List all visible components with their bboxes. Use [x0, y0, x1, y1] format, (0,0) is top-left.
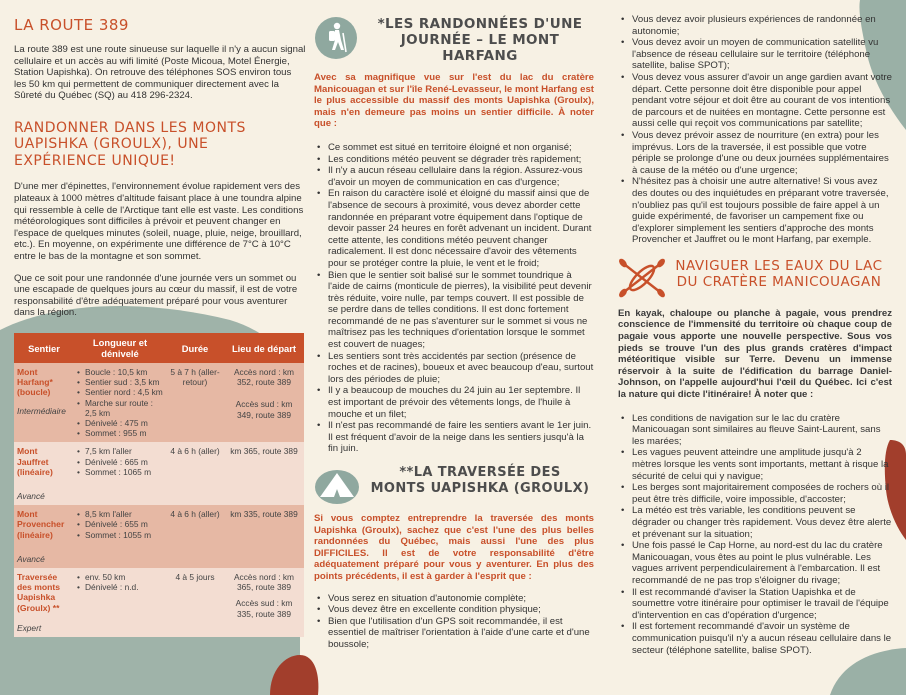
trail-duration: 5 à 7 h (aller-retour)	[166, 363, 224, 442]
list-item: • Bien que l'utilisation d'un GPS soit recommandée, il est essentiel de maîtriser l'orientation à l'aide d'une carte et d'une boussole;	[314, 616, 594, 651]
list-item: • Il n'y a aucun réseau cellulaire dans la région. Assurez-vous d'avoir un moyen de communication en cas d'urgence;	[314, 165, 594, 188]
table-row	[14, 568, 304, 637]
trail-detail: • Dénivelé : n.d.	[77, 582, 163, 592]
trail-duration: 4 à 6 h (aller)	[166, 505, 224, 568]
harfang-header	[314, 16, 594, 64]
trail-details	[77, 367, 163, 438]
trail-name: Mont Harfang* (boucle)	[17, 367, 53, 398]
table-row	[14, 505, 304, 568]
trail-level: Intermédiaire	[17, 405, 66, 416]
hiker-icon	[314, 16, 358, 60]
list-item: • Les sentiers sont très accidentés par section (présence de roches et de racines), boueux et avec beaucoup d'eau, surtout lors des périodes de pluie;	[314, 351, 594, 386]
table-row	[14, 363, 304, 442]
table-row	[14, 442, 304, 505]
list-item: • En raison du caractère isolé et éloigné du massif ainsi que de l'absence de secours à proximité, vous devez aborder cette randonnée en préparant votre équipement dans l'optique de devoir passer 24 heures en forêt advenant un incident. Durant cette attente, les conditions météo peuvent changer radicalement. Il est donc nécessaire d'avoir des vêtements pour se protéger contre la pluie, le vent et le froid;	[314, 188, 594, 269]
route-389-text: La route 389 est une route sinueuse sur laquelle il n'y a aucun signal cellulaire et un accès au wifi limité (Poste Micoua, Motel Énergie, Station Uapishka). On retrouve des téléphones SOS environ tous les 50 km qui permettent de communiquer directement avec la Sûreté du Québec (SQ) au 418 296-2324.	[14, 44, 306, 102]
trail-detail: • Sommet : 955 m	[77, 428, 163, 438]
header-depart: Lieu de départ	[224, 333, 304, 363]
list-item: • Il n'est pas recommandé de faire les sentiers avant le 1er juin. Il est fréquent d'avoir de la neige dans les sentiers jusqu'à la fin juin.	[314, 420, 594, 455]
list-item: • Une fois passé le Cap Horne, au nord-est du lac du cratère Manicouagan, vous êtes au point le plus vulnérable. Les vagues arrivent perpendiculairement à l'embarcation. Il est recommandé de ne pas trop s'éloigner du rivage;	[618, 540, 892, 586]
hike-paragraph-1: D'une mer d'épinettes, l'environnement évolue rapidement vers des plateaux à 1000 mètres d'altitude faisant place à une toundra alpine qui ressemble à celle de l'Arctique tant elle est vaste. Les conditions météorologiques sont difficiles à prévoir et peuvent changer en l'espace de quelques minutes (soleil, nuage, pluie, neige, brouillard, etc.). En moyenne, on expérimente une différence de 7°C à 10°C entre le bas de la montagne et son sommet.	[14, 181, 304, 263]
traverse-bullets	[314, 593, 594, 651]
trail-details	[77, 572, 163, 592]
column-left	[14, 0, 306, 695]
trail-detail: • 7,5 km l'aller	[77, 446, 163, 456]
trail-detail: • env. 50 km	[77, 572, 163, 582]
trail-name: Traversée des monts Uapishka (Groulx) **	[17, 572, 60, 613]
trail-start: km 335, route 389	[224, 505, 304, 568]
trail-duration: 4 à 6 h (aller)	[166, 442, 224, 505]
list-item: • Vous serez en situation d'autonomie complète;	[314, 593, 594, 605]
list-item: • Les conditions météo peuvent se dégrader très rapidement;	[314, 154, 594, 166]
trail-level: Avancé	[17, 491, 45, 502]
tent-icon	[314, 465, 360, 505]
trail-start-south: Accès sud : km 349, route 389	[235, 399, 293, 420]
header-longueur: Longueur et dénivelé	[74, 333, 166, 363]
trail-detail: • Sommet : 1055 m	[77, 530, 163, 540]
trail-start: km 365, route 389	[224, 442, 304, 505]
lake-intro: En kayak, chaloupe ou planche à pagaie, vous prendrez conscience de l'immensité du territoire où chaque coup de pagaie vous apporte une nouvelle perspective. Sous vos pieds se trouve l'un des plus grands cratères d'impact météoritique visible sur Terre. Devenu un immense réservoir à la suite de l'édification du barrage Daniel-Johnson, on l'appelle aujourd'hui l'œil du Québec. Ici c'est la nature qui dicte l'itinéraire! À noter que :	[618, 307, 892, 401]
trail-level: Avancé	[17, 553, 45, 564]
traverse-bullets-continued	[618, 14, 892, 246]
list-item: • Vous devez vous assurer d'avoir un ange gardien avant votre départ. Cette personne doit être disponible pour appel pendant votre séjour et doit être au courant de vos intentions de parcours et de nuitées en montagne. Cette personne est aussi celle qui reçoit vos communications par satellite;	[618, 72, 892, 130]
route-389-title: LA ROUTE 389	[14, 16, 129, 34]
table-header-row	[14, 333, 304, 363]
header-sentier: Sentier	[14, 333, 74, 363]
column-middle	[314, 0, 594, 695]
list-item: • Vous devez être en excellente condition physique;	[314, 604, 594, 616]
trail-detail: • Dénivelé : 655 m	[77, 519, 163, 529]
list-item: • Vous devez avoir plusieurs expériences de randonnée en autonomie;	[618, 14, 892, 37]
trail-start-north: Accès nord : km 365, route 389	[233, 572, 295, 593]
traverse-intro: Si vous comptez entreprendre la traversée des monts Uapishka (Groulx), sachez que c'est l'une des plus belles randonnées du Québec, mais aussi l'une des plus DIFFICILES. Il est de votre responsabilité d'être adéquatement préparé pour vous y aventurer. En plus des points précédents, il est à garder à l'esprit que :	[314, 513, 594, 582]
list-item: • Les vagues peuvent atteindre une amplitude jusqu'à 2 mètres lorsque les vents sont importants, mettant à risque la sécurité de celui qui y navigue;	[618, 447, 892, 482]
list-item: • Il est fortement recommandé d'avoir un système de communication puisqu'il n'y a aucun réseau cellulaire dans le secteur (téléphone satellite, balise SPOT).	[618, 621, 892, 656]
trail-detail: • Boucle : 10,5 km	[77, 367, 163, 377]
trails-table	[14, 333, 304, 637]
trail-details	[77, 509, 163, 540]
hike-section-title: RANDONNER DANS LES MONTS UAPISHKA (GROULX), UNE EXPÉRIENCE UNIQUE!	[14, 119, 246, 169]
trail-detail: • Sentier nord : 4,5 km	[77, 387, 163, 397]
trail-detail: • Sentier sud : 3,5 km	[77, 377, 163, 387]
trail-detail: • Marche sur route : 2,5 km	[77, 398, 163, 418]
trail-details	[77, 446, 163, 477]
list-item: • Les conditions de navigation sur le lac du cratère Manicouagan sont similaires au fleuve Saint-Laurent, sans les marées;	[618, 413, 892, 448]
trail-name: Mont Provencher (linéaire)	[17, 509, 65, 540]
lake-header	[618, 258, 892, 298]
list-item: • Il y a beaucoup de mouches du 24 juin au 1er septembre. Il est important de prévoir des vêtements longs, de l'huile à mouche et un filet;	[314, 385, 594, 420]
trail-duration: 4 à 5 jours	[166, 568, 224, 637]
traverse-header	[314, 465, 594, 505]
harfang-bullets	[314, 142, 594, 455]
trail-start-south: Accès sud : km 335, route 389	[235, 598, 293, 619]
lake-bullets	[618, 413, 892, 656]
harfang-intro: Avec sa magnifique vue sur l'est du lac du cratère Manicouagan et sur l'île René-Levasseur, le mont Harfang est le plus accessible du massif des monts Uapishka (Groulx), mais n'en demeure pas moins un sentier difficile. À noter que :	[314, 72, 594, 130]
list-item: • Vous devez prévoir assez de nourriture (en extra) pour les imprévus. Lors de la traversée, il est possible que votre périple se prolonge d'une ou deux journées supplémentaires à cause de la météo ou d'une urgence;	[618, 130, 892, 176]
trail-name: Mont Jauffret (linéaire)	[17, 446, 53, 477]
list-item: • N'hésitez pas à choisir une autre alternative! Si vous avez des doutes ou des inquiétudes en préparant votre traversée, n'oubliez pas qu'il est toujours possible de faire appel à un guide expérimenté, de favoriser un campement fixe ou d'explorer simplement les sentiers d'approche des monts Provencher et Jauffret ou le mont Harfang, par exemple.	[618, 176, 892, 246]
list-item: • Il est recommandé d'aviser la Station Uapishka et de soumettre votre itinéraire pour optimiser le travail de l'équipe d'intervention en cas d'opération d'urgence;	[618, 587, 892, 622]
trail-start-north: Accès nord : km 352, route 389	[233, 367, 295, 388]
kayak-paddles-icon	[618, 258, 666, 298]
list-item: • Vous devez avoir un moyen de communication satellite vu l'absence de réseau cellulaire sur le territoire (téléphone satellite, balise SPOT);	[618, 37, 892, 72]
hike-paragraph-2: Que ce soit pour une randonnée d'une journée vers un sommet ou une escapade de quelques jours au cœur du massif, il est de votre responsabilité d'être adéquatement préparé pour vous aventurer dans la région.	[14, 272, 298, 319]
list-item: • Bien que le sentier soit balisé sur le sommet toundrique à l'aide de cairns (monticule de pierres), la visibilité peut devenir très réduite, voire nulle, par temps couvert. Il est possible de se perdre dans de telles conditions. Il est donc fortement recommandé de ne pas s'aventurer sur le sommet si vous ne maîtrisez pas les techniques d'orientation lorsque le sommet est couvert de nuages;	[314, 270, 594, 351]
trail-detail: • Sommet : 1065 m	[77, 467, 163, 477]
trail-detail: • Dénivelé : 475 m	[77, 418, 163, 428]
trail-detail: • Dénivelé : 665 m	[77, 457, 163, 467]
header-duree: Durée	[166, 333, 224, 363]
traverse-title: **LA TRAVERSÉE DES MONTS UAPISHKA (GROULX)	[370, 465, 590, 496]
column-right	[618, 0, 892, 695]
list-item: • Ce sommet est situé en territoire éloigné et non organisé;	[314, 142, 594, 154]
list-item: • La météo est très variable, les conditions peuvent se dégrader ou changer très rapidement. Vous devez être alerte et prévenant sur la situation;	[618, 505, 892, 540]
list-item: • Les berges sont majoritairement composées de rochers où il peut être très difficile, voire impossible, d'accoster;	[618, 482, 892, 505]
harfang-title: *LES RANDONNÉES D'UNE JOURNÉE – LE MONT HARFANG	[377, 16, 583, 64]
trail-level: Expert	[17, 622, 42, 633]
lake-title: NAVIGUER LES EAUX DU LAC DU CRATÈRE MANICOUAGAN	[675, 257, 883, 290]
trail-detail: • 8,5 km l'aller	[77, 509, 163, 519]
